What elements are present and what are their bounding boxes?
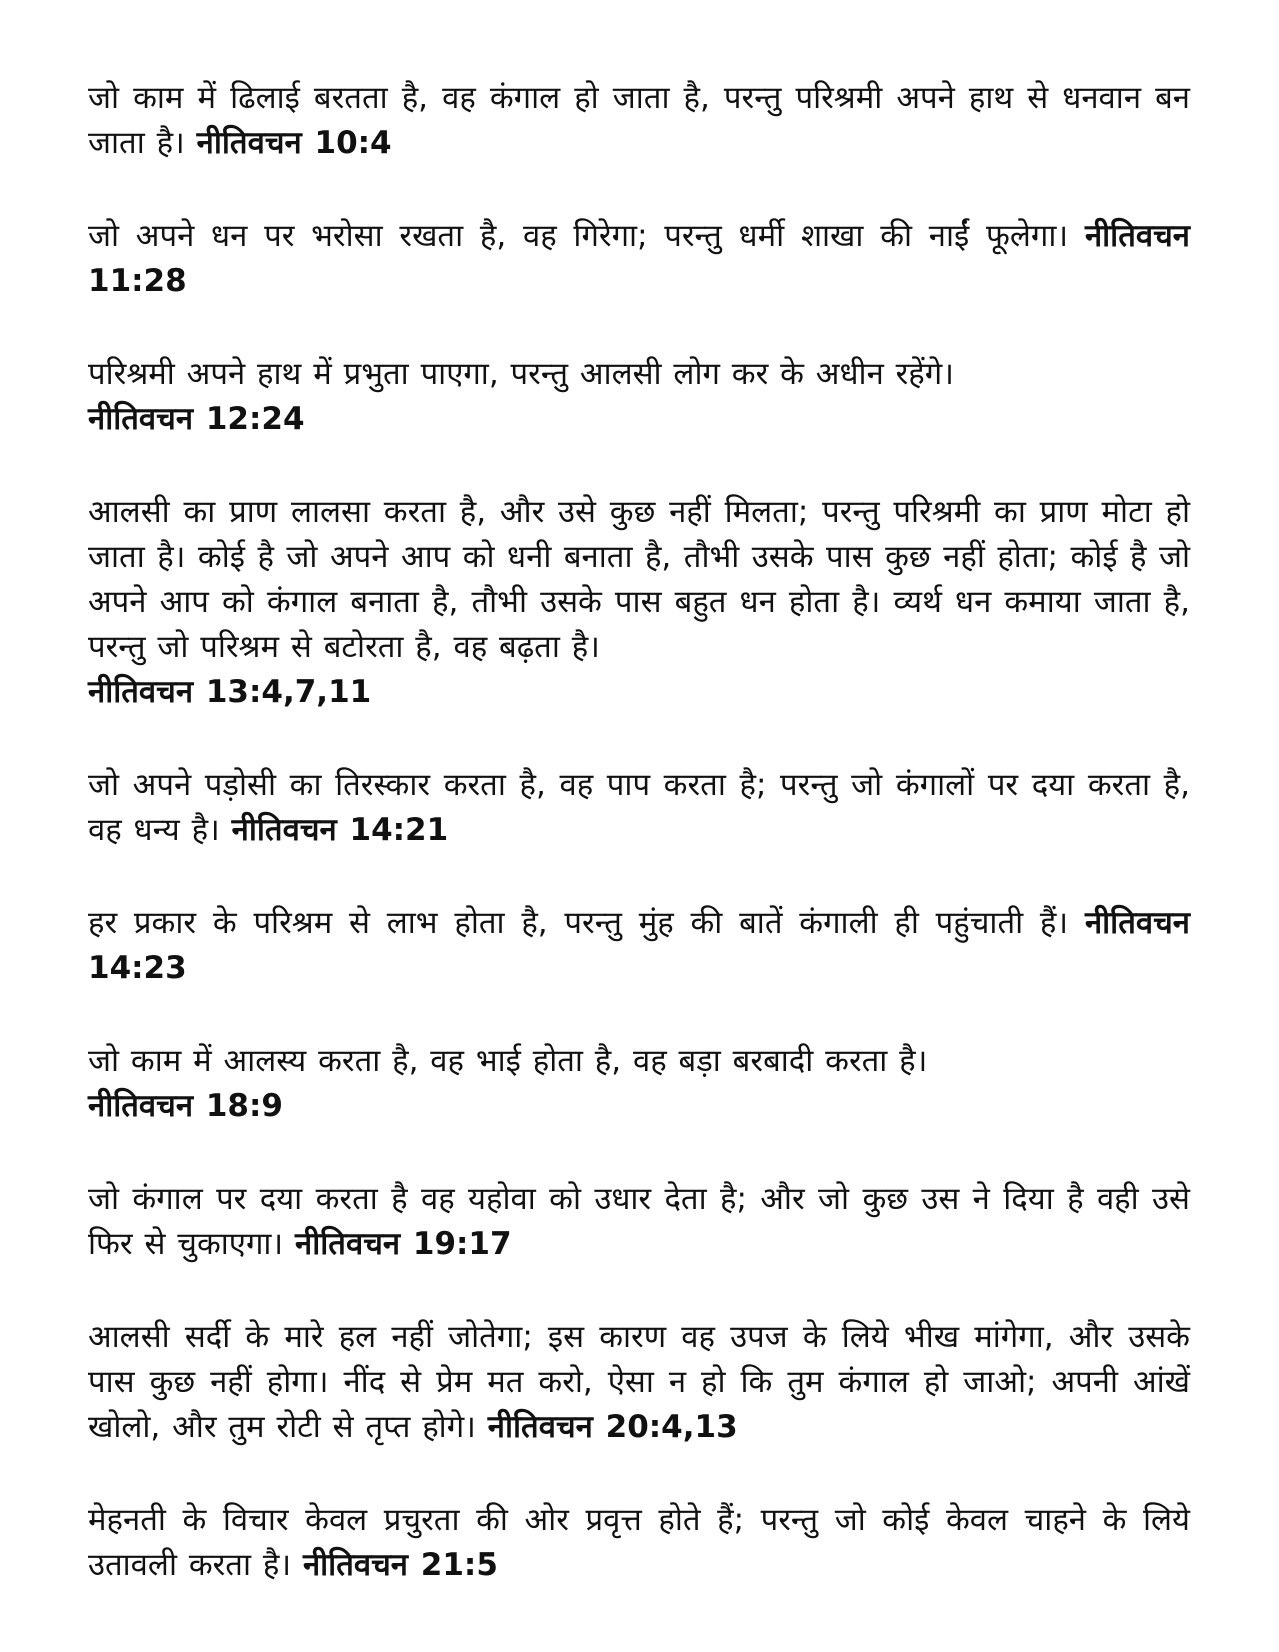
verse-paragraph xyxy=(88,1177,1190,1267)
verse-reference: नीतिवचन 14:23 xyxy=(88,905,1190,986)
verse-reference: नीतिवचन 13:4,7,11 xyxy=(88,674,372,710)
verse-reference: नीतिवचन 14:21 xyxy=(231,812,449,848)
verse-paragraph xyxy=(88,1498,1190,1588)
verse-paragraph xyxy=(88,76,1190,166)
document-page xyxy=(88,76,1190,1636)
verse-reference: नीतिवचन 12:24 xyxy=(88,401,305,437)
verse-text: परिश्रमी अपने हाथ में प्रभुता पाएगा, परन्तु आलसी लोग कर के अधीन रहेंगे। xyxy=(88,356,954,392)
verse-text: आलसी का प्राण लालसा करता है, और उसे कुछ नहीं मिलता; परन्तु परिश्रमी का प्राण मोटा हो जाता है। कोई है जो अपने आप को धनी बनाता है, तौभी उसके पास कुछ नहीं होता; कोई है जो अपने आप को कंगाल बनाता है, तौभी उसके पास बहुत धन होता है। व्यर्थ धन कमाया जाता है, परन्तु जो परिश्रम से बटोरता है, वह बढ़ता है। xyxy=(88,494,1190,665)
verse-reference: नीतिवचन 21:5 xyxy=(302,1547,498,1583)
verse-text: जो कंगाल पर दया करता है वह यहोवा को उधार देता है; और जो कुछ उस ने दिया है वही उसे फिर से चुकाएगा। xyxy=(88,1181,1190,1262)
verse-paragraph xyxy=(88,1315,1190,1450)
verse-reference: नीतिवचन 20:4,13 xyxy=(487,1409,738,1445)
verse-reference: नीतिवचन 18:9 xyxy=(88,1088,283,1124)
verse-text: जो अपने धन पर भरोसा रखता है, वह गिरेगा; परन्तु धर्मी शाखा की नाईं फूलेगा। xyxy=(88,218,1069,254)
verse-text: मेहनती के विचार केवल प्रचुरता की ओर प्रवृत्त होते हैं; परन्तु जो कोई केवल चाहने के लिये उतावली करता है। xyxy=(88,1502,1190,1583)
verse-paragraph xyxy=(88,214,1190,304)
verse-reference: नीतिवचन 11:28 xyxy=(88,218,1190,299)
verse-reference: नीतिवचन 10:4 xyxy=(196,125,392,161)
verse-text: हर प्रकार के परिश्रम से लाभ होता है, परन्तु मुंह की बातें कंगाली ही पहुंचाती हैं। xyxy=(88,905,1069,941)
verse-reference: नीतिवचन 19:17 xyxy=(295,1226,512,1262)
verse-text: जो काम में आलस्य करता है, वह भाई होता है, वह बड़ा बरबादी करता है। xyxy=(88,1043,928,1079)
verse-paragraph xyxy=(88,901,1190,991)
verse-paragraph xyxy=(88,1039,1190,1129)
verse-paragraph xyxy=(88,763,1190,853)
verse-text: जो अपने पड़ोसी का तिरस्कार करता है, वह पाप करता है; परन्तु जो कंगालों पर दया करता है, वह धन्य है। xyxy=(88,767,1190,848)
verse-paragraph xyxy=(88,490,1190,715)
verse-text: जो काम में ढिलाई बरतता है, वह कंगाल हो जाता है, परन्तु परिश्रमी अपने हाथ से धनवान बन जाता है। xyxy=(88,80,1190,161)
verse-text: आलसी सर्दी के मारे हल नहीं जोतेगा; इस कारण वह उपज के लिये भीख मांगेगा, और उसके पास कुछ नहीं होगा। नींद से प्रेम मत करो, ऐसा न हो कि तुम कंगाल हो जाओ; अपनी आंखें खोलो, और तुम रोटी से तृप्त होगे। xyxy=(88,1319,1190,1445)
verse-paragraph xyxy=(88,352,1190,442)
